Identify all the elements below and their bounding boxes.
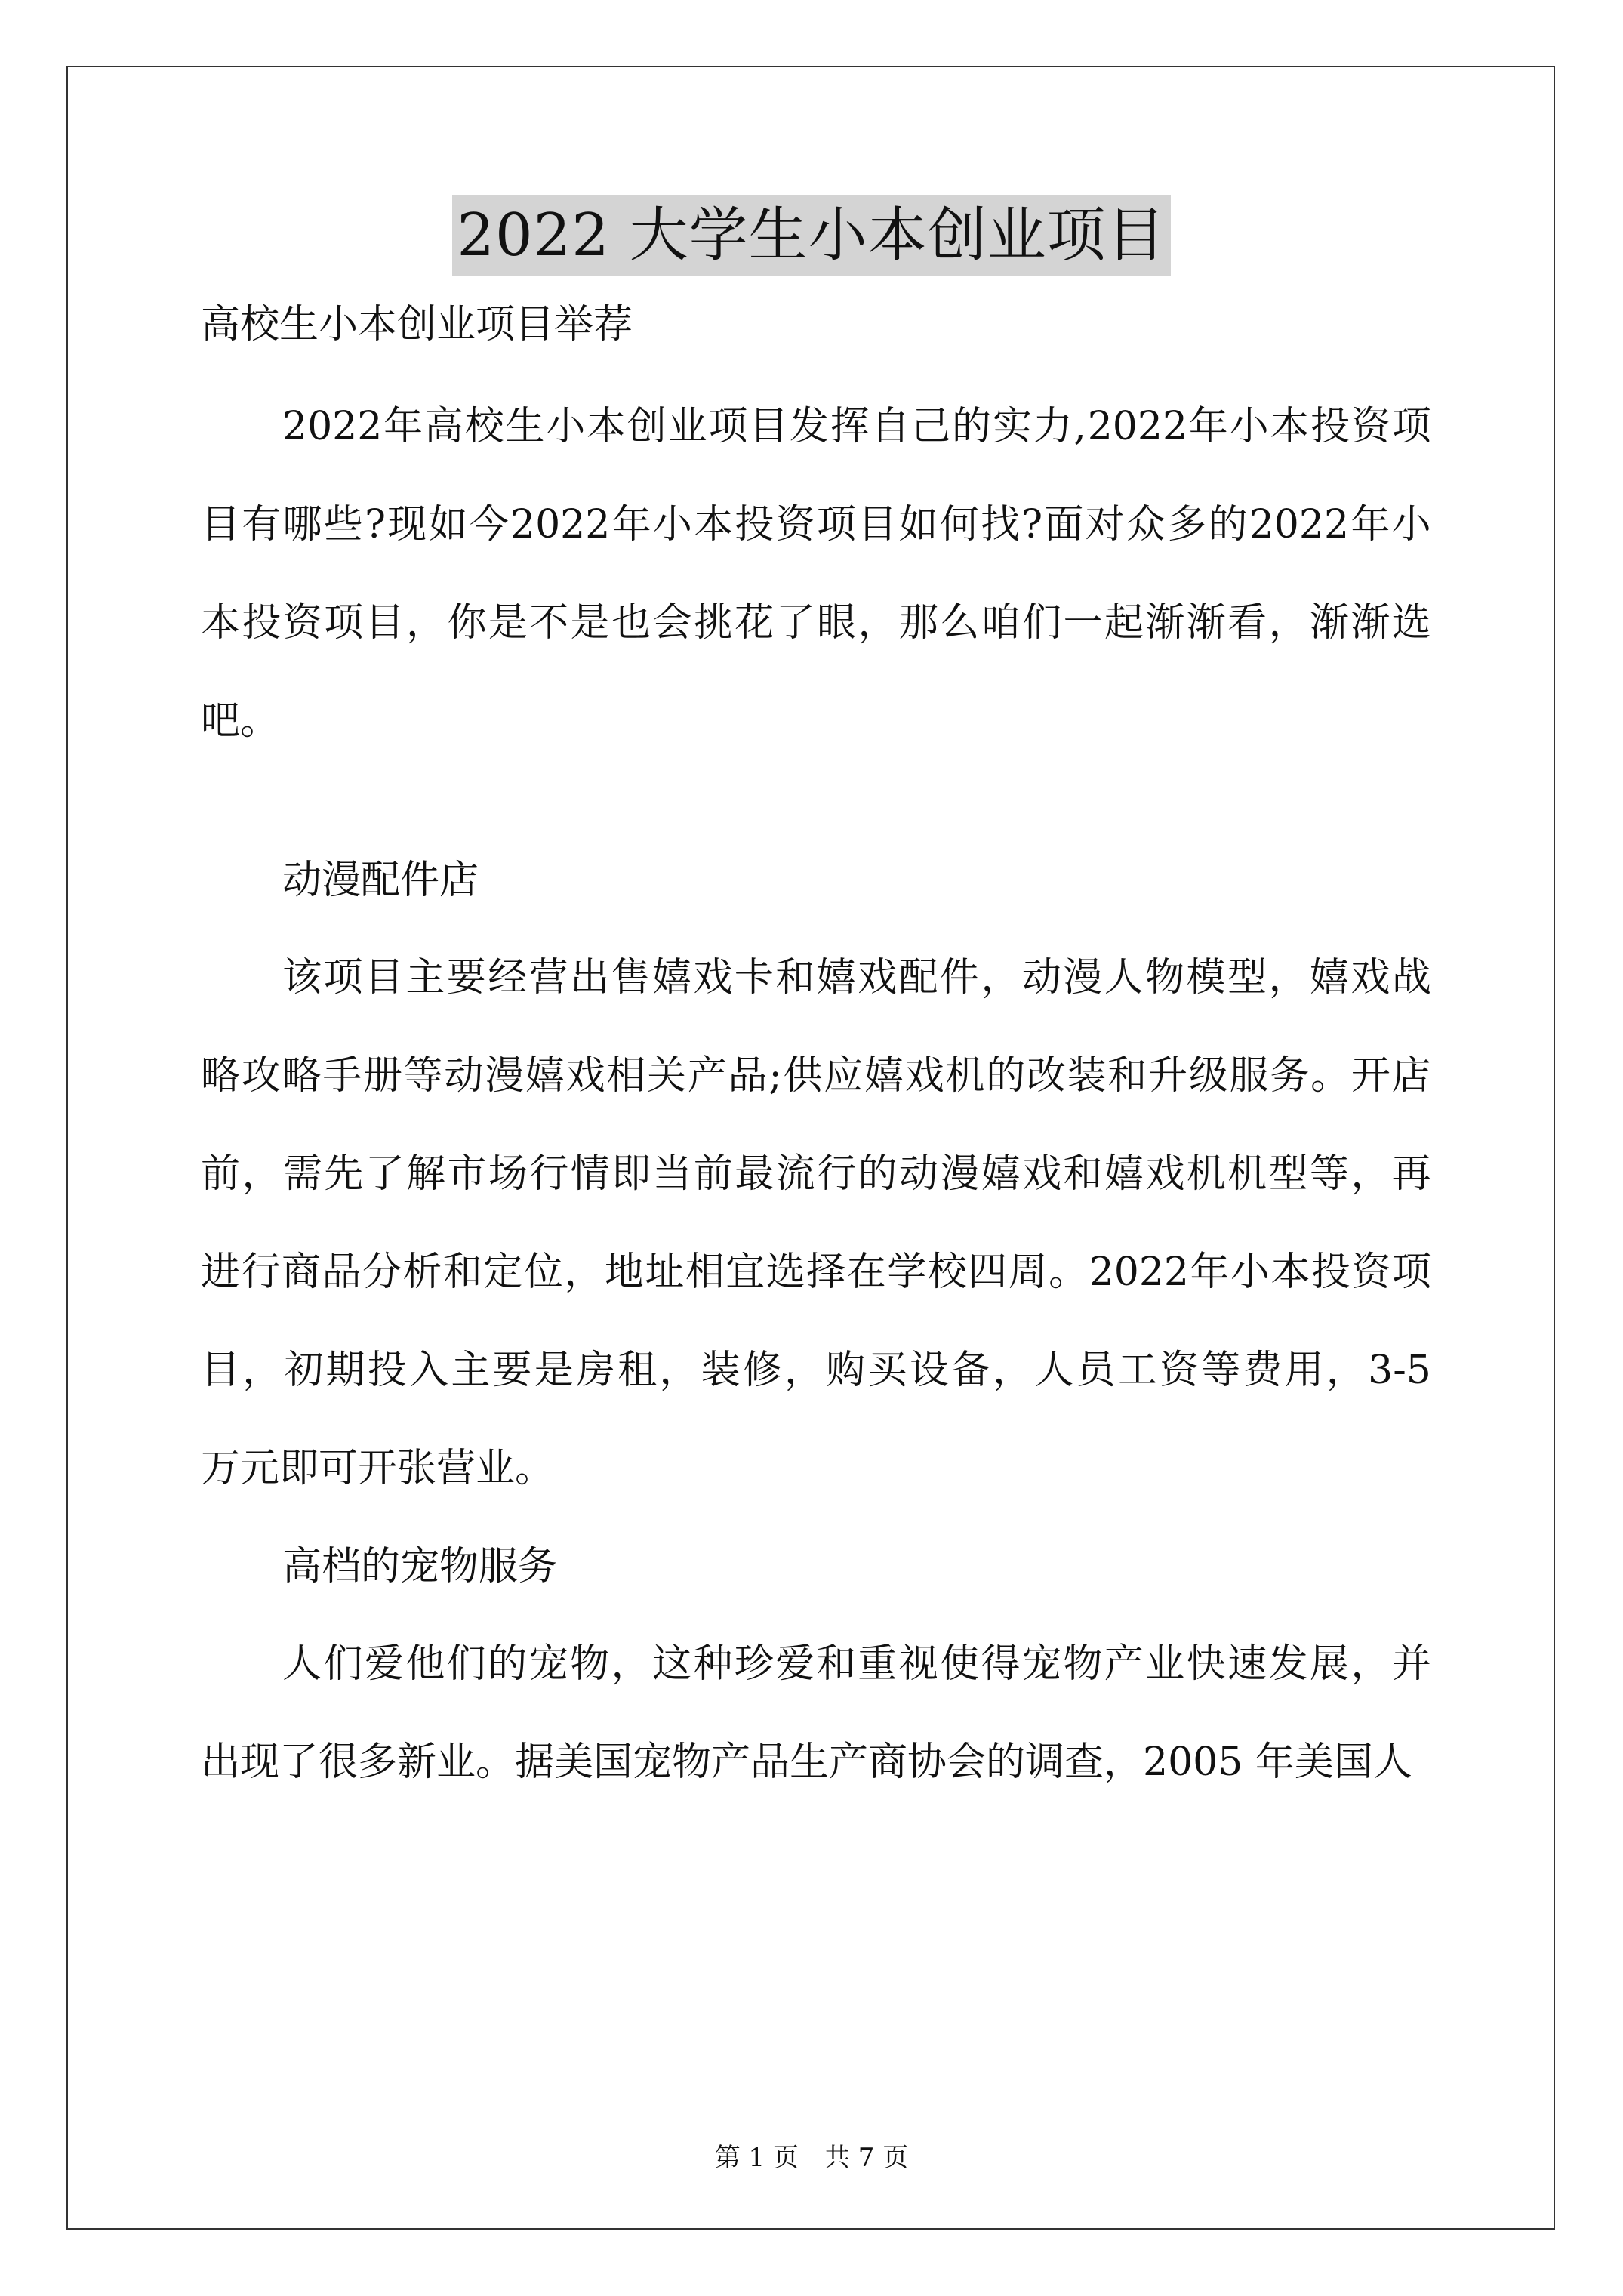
paragraph-line: 该 项 目 主 要 经 营 出 售 嬉 戏 卡 和 嬉 戏 配 件 ， 动 漫 人 物 模 型 ， 嬉 戏 战 [282,955,1431,1000]
paragraph [201,954,1431,1493]
page-number: 第 1 页 [714,2143,799,2173]
paragraph-line: 万元即可开张营业。 [201,1446,555,1491]
page-footer [0,2141,1623,2174]
paragraph-line: 人 们 爱 他 们 的 宠 物 ， 这 种 珍 爱 和 重 视 使 得 宠 物 产 业 快 速 发 展 ， 并 [282,1641,1431,1687]
section-heading [201,856,1431,905]
section-heading [201,1542,1431,1591]
heading-text: 高校生小本创业项目举荐 [201,302,633,347]
paragraph-line: 目 有 哪 些 ? 现 如 今 2022 年 小 本 投 资 项 目 如 何 找 ? 面 对 众 多 的 2022 年 小 [201,502,1431,547]
document-title: 2022 大学生小本创业项目 [452,195,1170,276]
paragraph-line: 出现了很多新业。据美国宠物产品生产商协会的调查，2005 年美国人 [201,1740,1412,1785]
paragraph-line: 吧。 [201,698,280,744]
paragraph [201,402,1431,745]
paragraph-line: 高档的宠物服务 [282,1544,558,1589]
paragraph-line: 进 行 商 品 分 析 和 定 位 ， 地 址 相 宜 选 择 在 学 校 四 周 。 2022 年 小 本 投 资 项 [201,1250,1431,1295]
paragraph-line: 目 ， 初 期 投 入 主 要 是 房 租 ， 装 修 ， 购 买 设 备 ， 人 员 工 资 等 费 用 ， 3-5 [201,1348,1431,1393]
paragraph-line: 本 投 资 项 目 ， 你 是 不 是 也 会 挑 花 了 眼 ， 那 么 咱 们 一 起 渐 渐 看 ， 渐 渐 选 [201,600,1431,646]
paragraph-line: 前 ， 需 先 了 解 市 场 行 情 即 当 前 最 流 行 的 动 漫 嬉 戏 和 嬉 戏 机 机 型 等 ， 再 [201,1151,1431,1197]
paragraph-line: 略 攻 略 手 册 等 动 漫 嬉 戏 相 关 产 品 ; 供 应 嬉 戏 机 的 改 装 和 升 级 服 务 。 开 店 [201,1053,1431,1099]
document-body [201,300,1431,1786]
paragraph [201,1640,1431,1786]
title-container [0,195,1623,276]
paragraph-line: 动漫配件店 [282,858,479,903]
document-heading [201,300,1431,349]
page-total: 共 7 页 [824,2143,909,2173]
paragraph-line: 2022 年 高 校 生 小 本 创 业 项 目 发 挥 自 己 的 实 力 , 2022 年 小 本 投 资 项 [282,404,1431,449]
